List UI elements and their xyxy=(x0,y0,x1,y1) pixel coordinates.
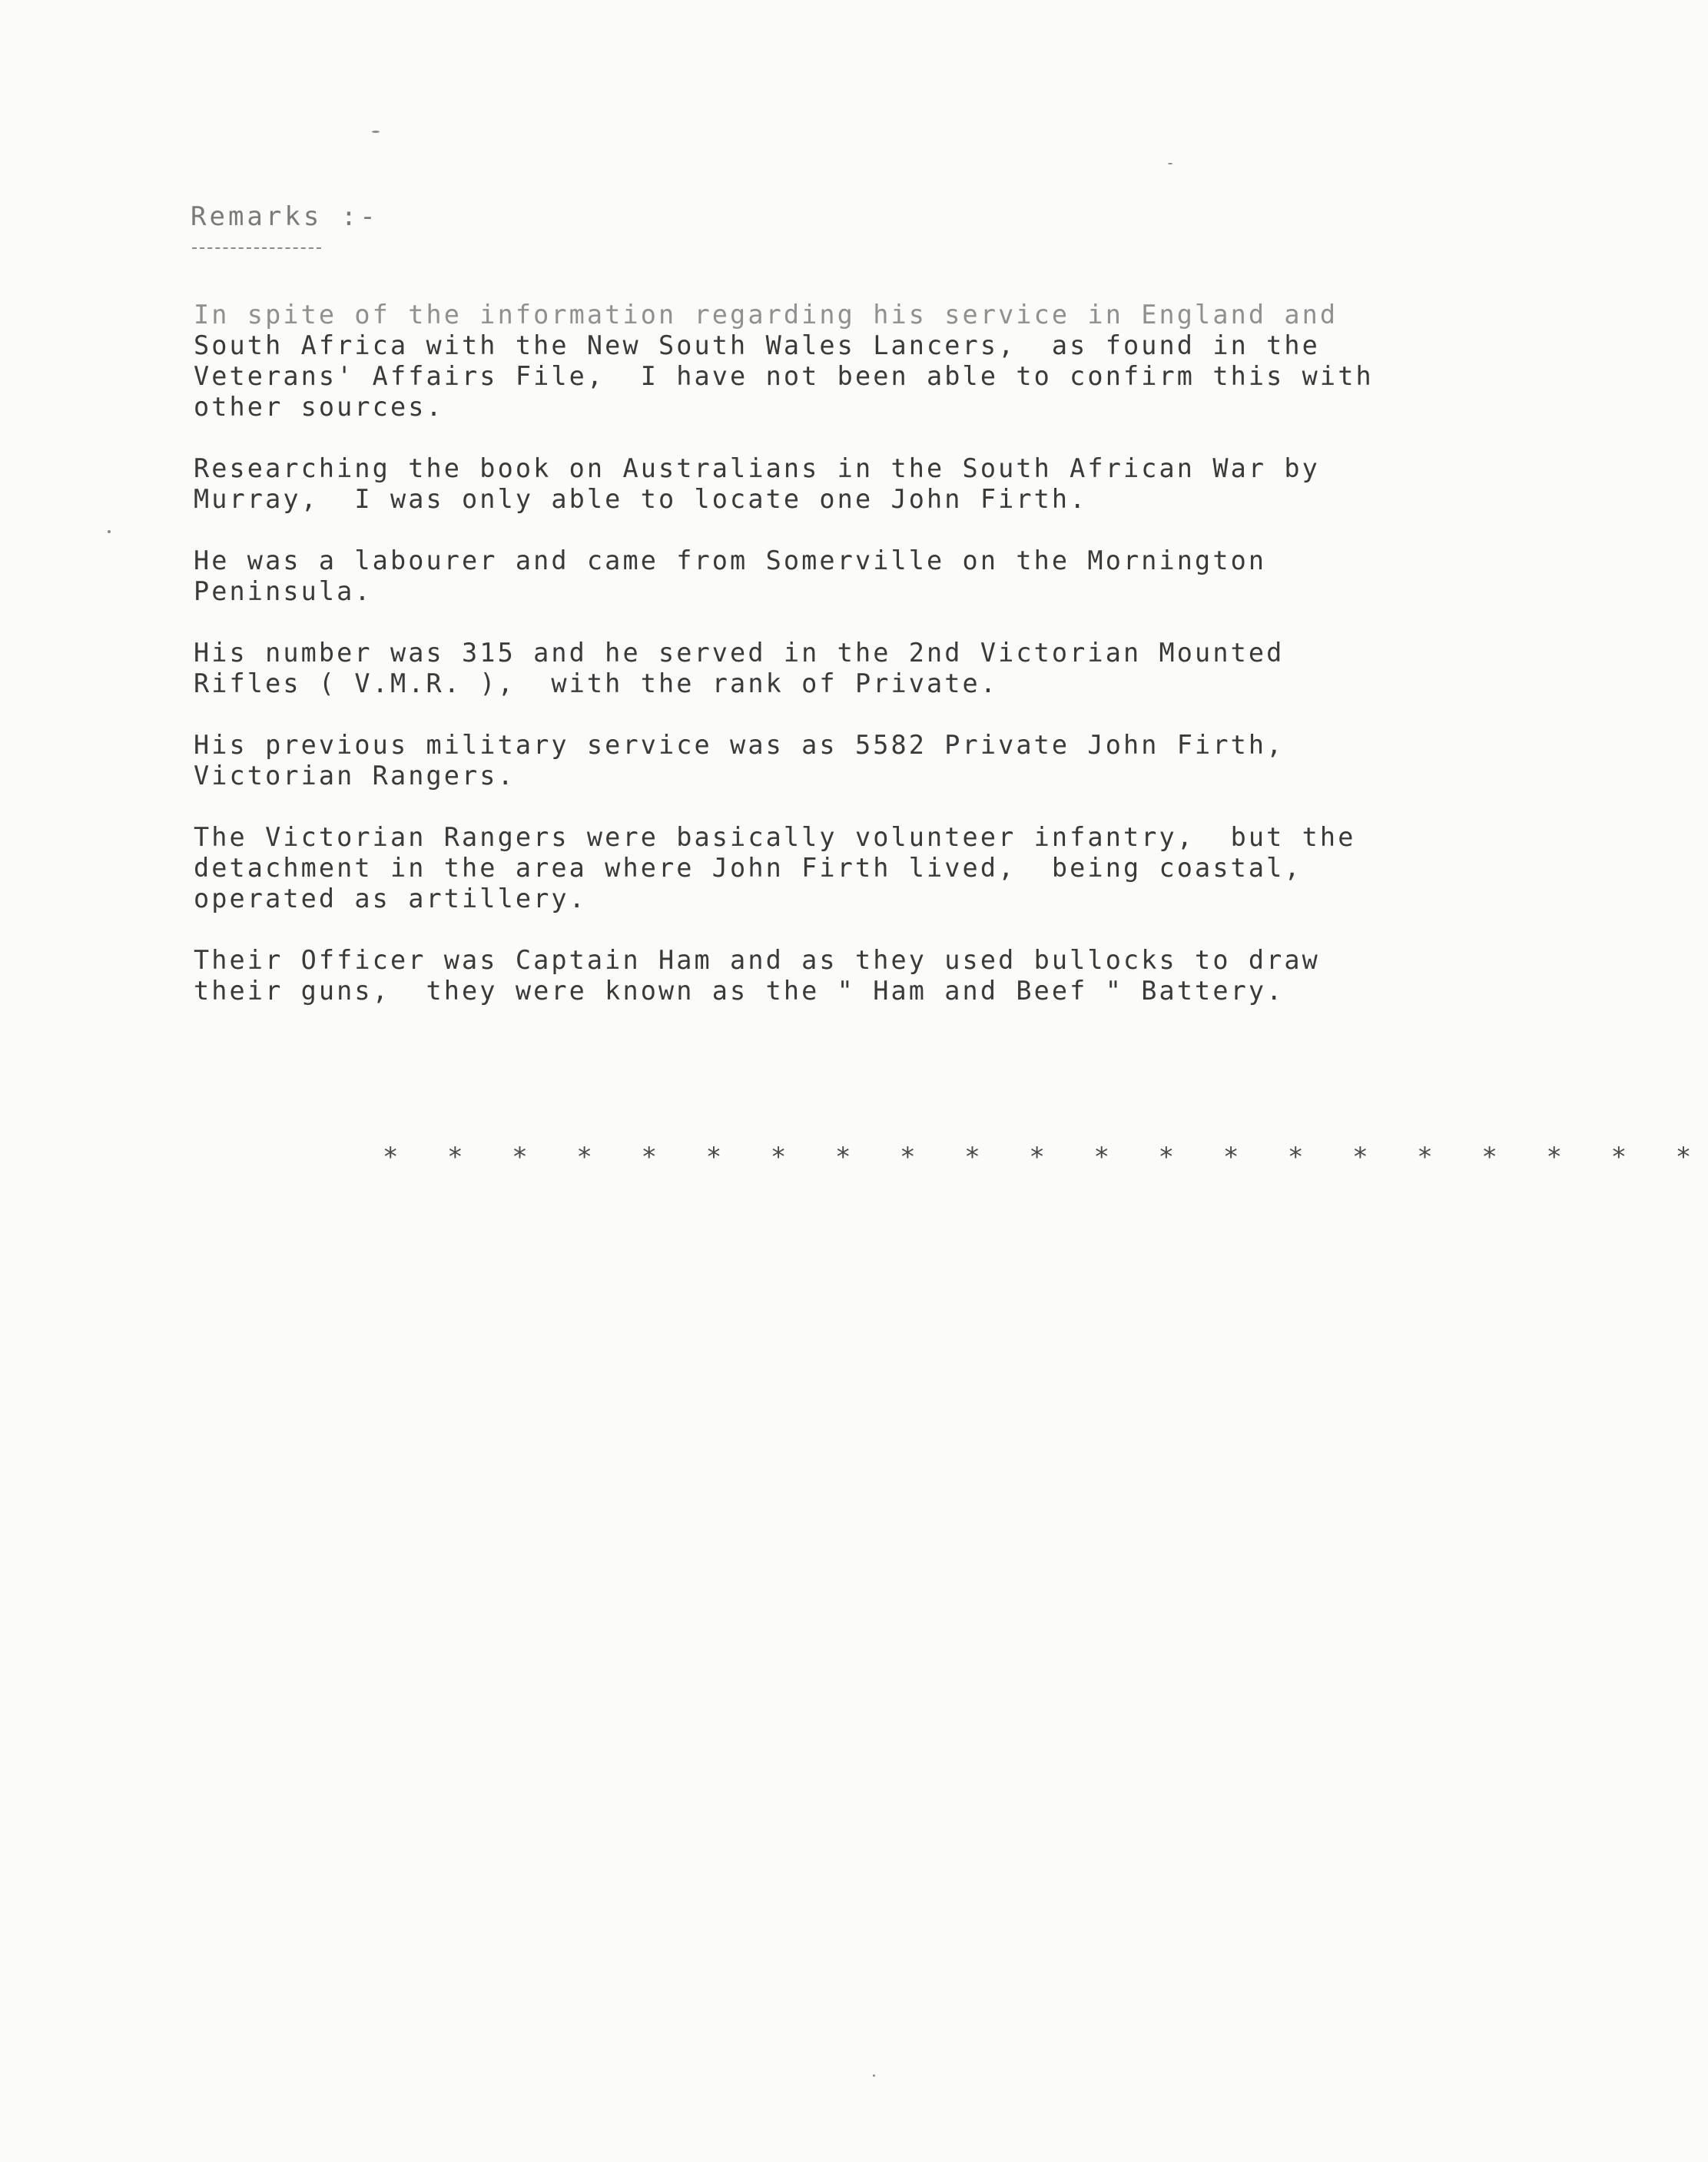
paragraph-3 xyxy=(194,545,1454,607)
heading-underline xyxy=(192,247,321,249)
remarks-body xyxy=(194,300,1454,1037)
text-line: Researching the book on Australians in the South African War by xyxy=(194,453,1320,483)
text-line: South Africa with the New South Wales Lancers, as found in the xyxy=(194,330,1320,360)
text-line: Victorian Rangers. xyxy=(194,761,516,791)
text-line: Veterans' Affairs File, I have not been able to confirm this with xyxy=(194,361,1374,391)
scan-speck xyxy=(1168,163,1172,164)
paragraph-2 xyxy=(194,453,1454,515)
text-line: His number was 315 and he served in the 2nd Victorian Mounted xyxy=(194,638,1285,668)
paragraph-4 xyxy=(194,638,1454,699)
asterisk-separator: * * * * * * * * * * * * * * * * * * * * * xyxy=(383,1142,1708,1172)
text-line: detachment in the area where John Firth lived, being coastal, xyxy=(194,853,1302,883)
text-line: In spite of the information regarding his service in England and xyxy=(194,300,1338,330)
text-line: operated as artillery. xyxy=(194,884,587,914)
text-line: His previous military service was as 5582 Private John Firth, xyxy=(194,730,1285,760)
scan-speck xyxy=(873,2074,875,2077)
scan-speck xyxy=(372,131,380,133)
paragraph-7 xyxy=(194,945,1454,1006)
text-line: other sources. xyxy=(194,392,444,422)
remarks-heading: Remarks :- xyxy=(191,201,379,232)
paragraph-1 xyxy=(194,300,1454,423)
text-line: Their Officer was Captain Ham and as they used bullocks to draw xyxy=(194,945,1320,975)
text-line: The Victorian Rangers were basically volunteer infantry, but the xyxy=(194,822,1356,852)
scan-speck xyxy=(108,530,111,533)
text-line: Rifles ( V.M.R. ), with the rank of Private. xyxy=(194,668,999,698)
text-line: Murray, I was only able to locate one John Firth. xyxy=(194,484,1088,514)
text-line: He was a labourer and came from Somerville on the Mornington xyxy=(194,545,1267,575)
text-line: Peninsula. xyxy=(194,576,373,606)
paragraph-5 xyxy=(194,730,1454,791)
text-line: their guns, they were known as the " Ham and Beef " Battery. xyxy=(194,976,1285,1006)
paragraph-6 xyxy=(194,822,1454,914)
